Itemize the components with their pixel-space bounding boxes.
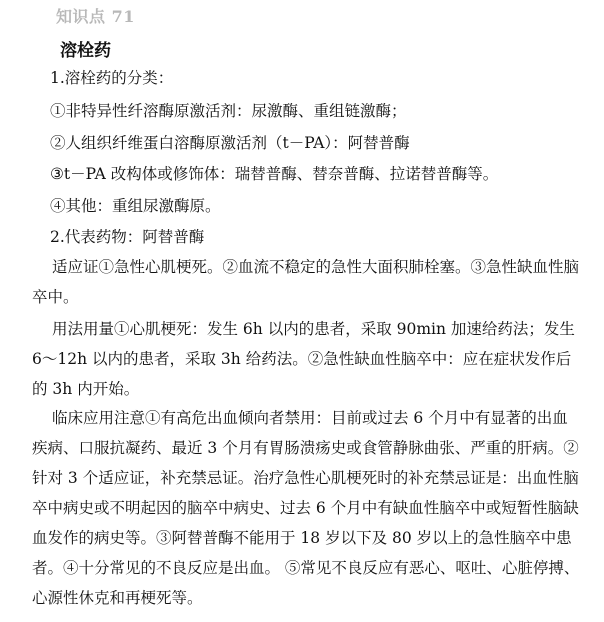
indications-paragraph: 适应证①急性心肌梗死。②血流不稳定的急性大面积肺栓塞。③急性缺血性脑卒中。 <box>32 258 580 306</box>
representative-drug-heading: 2.代表药物：阿替普酶 <box>50 228 205 246</box>
classification-item-3: ③t－PA 改构体或修饰体：瑞替普酶、替奈普酶、拉诺替普酶等。 <box>50 165 499 183</box>
dosage-paragraph: 用法用量①心肌梗死：发生 6h 以内的患者，采取 90min 加速给药法；发生 6～12h 以内的患者，采取 3h 给药法。②急性缺血性脑卒中：应在症状发作后的 3h 内开始。 <box>32 320 575 398</box>
classification-item-1: ①非特异性纤溶酶原激活剂：尿激酶、重组链激酶； <box>50 102 407 120</box>
section-title: 溶栓药 <box>60 41 111 61</box>
classification-heading: 1.溶栓药的分类： <box>50 69 174 87</box>
precautions-paragraph: 临床应用注意①有高危出血倾向者禁用：目前或过去 6 个月中有显著的出血疾病、口服抗凝药、最近 3 个月有胃肠溃疡史或食管静脉曲张、严重的肝病。②针对 3 个适应证，补充禁忌证。治疗急性心肌梗死时的补充禁忌证是：出血性脑卒中病史或不明起因的脑卒中病史、过去 6 个月中有缺血性脑卒中或短暂性脑缺血发作的病史等。③阿替普酶不能用于 18 岁以下及 80 岁以上的急性脑卒中患者。④十分常见的不良反应是出血。 ⑤常见不良反应有恶心、呕吐、心脏停搏、心源性休克和再梗死等。 <box>32 409 580 607</box>
classification-item-2: ②人组织纤维蛋白溶酶原激活剂（t－PA）：阿替普酶 <box>50 134 410 152</box>
classification-item-4: ④其他：重组尿激酶原。 <box>50 197 221 215</box>
knowledge-point-label: 知识点 71 <box>56 7 135 26</box>
